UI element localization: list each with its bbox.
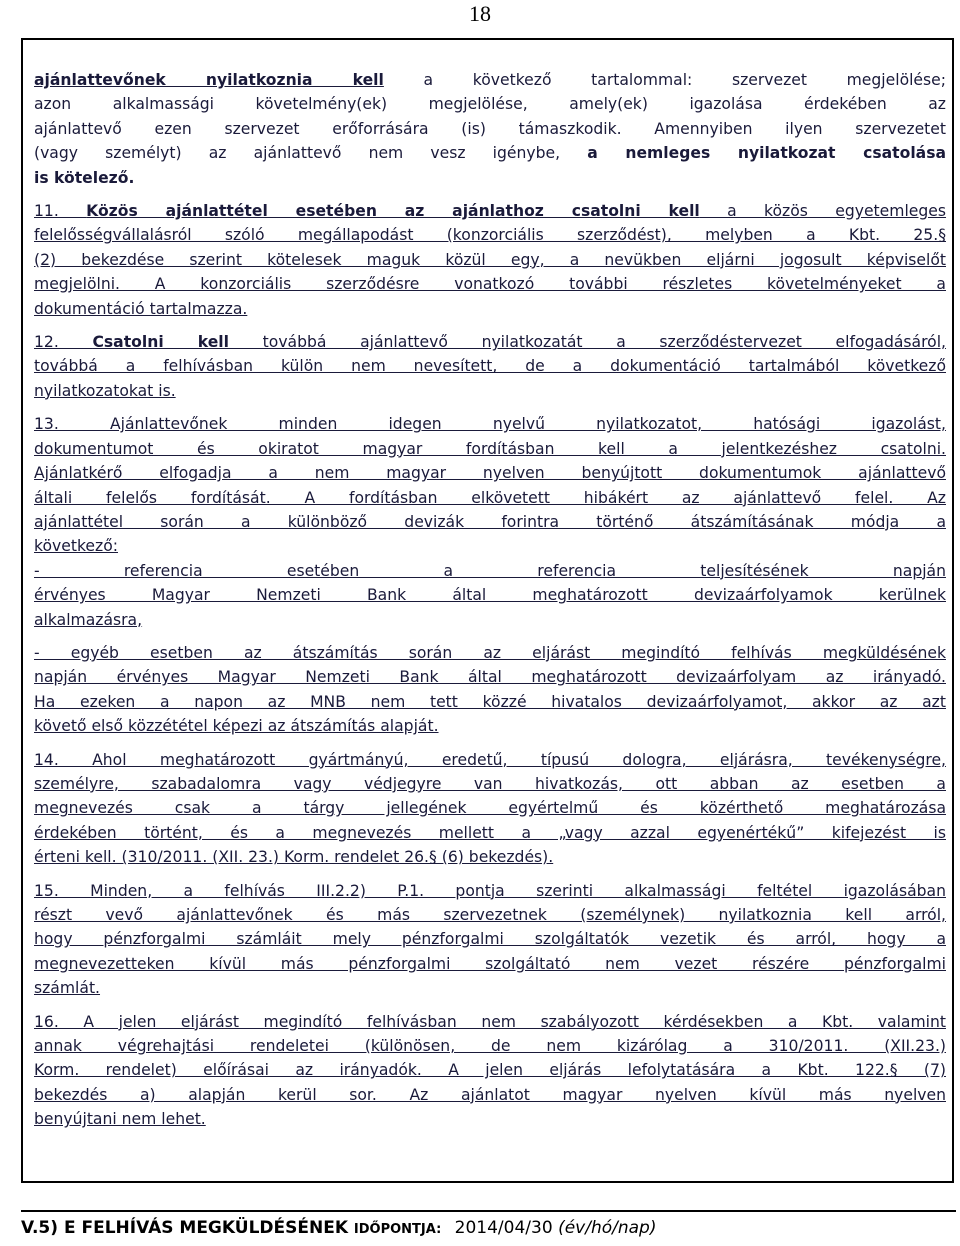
text-line: nyilatkozatokat is. <box>34 381 176 400</box>
text-line: 13. Ajánlattevőnek minden idegen nyelvű nyilatkozatot, hatósági igazolást, <box>34 415 946 434</box>
text-line: dokumentáció tartalmazza. <box>34 299 248 318</box>
text-line: részt vevő ajánlattevőnek és más szervezetnek (személynek) nyilatkoznia kell arról, <box>34 906 946 924</box>
text-span: a következő tartalommal: szervezet megjelölése; <box>383 71 947 89</box>
text-line: érvényes Magyar Nemzeti Bank által meghatározott devizaárfolyamok kerülnek <box>34 586 946 605</box>
text-line: 14. Ahol meghatározott gyártmányú, eredetű, típusú dologra, eljárásra, tevékenységre, <box>34 750 946 769</box>
bold-phrase: ajánlattevőnek nyilatkoznia kell <box>34 71 384 89</box>
item-number: 11. <box>34 202 87 221</box>
text-span: továbbá ajánlattevő nyilatkozatát a szerződéstervezet elfogadásáról, <box>229 333 946 352</box>
text-line: Korm. rendelet) előírásai az irányadók. A jelen eljárás lefolytatására a Kbt. 122.§ (7) <box>34 1061 946 1080</box>
text-line: következő: <box>34 537 118 556</box>
paragraph-16 <box>34 1010 946 1132</box>
text-line: érteni kell. (310/2011. (XII. 23.) Korm. rendelet 26.§ (6) bekezdés). <box>34 848 554 867</box>
page-number: 18 <box>469 1 491 26</box>
item-number: 12. <box>34 333 93 352</box>
text-line: dokumentumot és okiratot magyar fordításban kell a jelentkezéshez csatolni. <box>34 439 946 458</box>
paragraph-14 <box>34 748 946 870</box>
text-line: napján érvényes Magyar Nemzeti Bank által meghatározott devizaárfolyam az irányadó. <box>34 668 946 687</box>
text-span: (vagy személyt) az ajánlattevő nem vesz igénybe, <box>34 144 588 163</box>
text-line: annak végrehajtási rendeletei (különösen, de nem kizárólag a 310/2011. (XII.23.) <box>34 1037 946 1056</box>
text-line <box>34 68 946 92</box>
text-line: alkalmazásra, <box>34 610 143 629</box>
text-line: Ajánlatkérő elfogadja a nem magyar nyelven benyújtott dokumentumok ajánlattevő <box>34 464 946 483</box>
text-line: Ha ezeken a napon az MNB nem tett közzé hivatalos devizaárfolyamot, akkor az azt <box>34 692 946 711</box>
text-line: megjelölni. A konzorciális szerződésre vonatkozó további részletes követelményeket a <box>34 275 946 294</box>
document-body <box>34 68 946 1141</box>
text-line: számlát. <box>34 979 101 998</box>
text-line <box>34 330 946 354</box>
paragraph-13-other-case <box>34 641 946 739</box>
text-line: - egyéb esetben az átszámítás során az eljárást megindító felhívás megküldésének <box>34 643 946 662</box>
paragraph-10 <box>34 68 946 190</box>
bold-phrase: Csatolni kell <box>92 333 230 352</box>
text-line: továbbá a felhívásban külön nem nevesített, de a dokumentáció tartalmából következő <box>34 357 946 376</box>
dispatch-date: 2014/04/30 <box>454 1218 553 1238</box>
text-line: - referencia esetében a referencia teljesítésének napján <box>34 561 946 580</box>
section-label: V.5) E FELHÍVÁS MEGKÜLDÉSÉNEK <box>21 1218 354 1238</box>
paragraph-12 <box>34 330 946 403</box>
text-line: személyre, szabadalomra vagy védjegyre van hivatkozás, ott abban az esetben a <box>34 774 946 793</box>
text-line: benyújtani nem lehet. <box>34 1110 206 1129</box>
text-line: érdekében történt, és a megnevezés mellett a „vagy azzal egyenértékű” kifejezést is <box>34 823 946 842</box>
text-line: (2) bekezdése szerint kötelesek maguk közül egy, a nevükben eljárni jogosult képviselőt <box>34 250 946 269</box>
text-line: ajánlattevő ezen szervezet erőforrására (is) támaszkodik. Amennyiben ilyen szervezetet <box>34 119 946 138</box>
text-line: hogy pénzforgalmi számláit mely pénzforgalmi szolgáltatók vezetik és arról, hogy a <box>34 930 946 949</box>
text-line: 16. A jelen eljárást megindító felhívásban nem szabályozott kérdésekben a Kbt. valamint <box>34 1012 946 1031</box>
date-format-hint: (év/hó/nap) <box>558 1218 657 1238</box>
paragraph-11 <box>34 199 946 321</box>
text-line: is kötelező. <box>34 168 135 187</box>
bold-phrase: Közös ajánlattétel esetében az ajánlathoz csatolni kell <box>86 202 700 221</box>
paragraph-13 <box>34 412 946 632</box>
text-line: általi felelős fordítását. A fordításban elkövetett hibákért az ajánlattevő felel. Az <box>34 488 946 507</box>
text-line: megnevezetteken kívül más pénzforgalmi szolgáltató nem vezet részére pénzforgalmi <box>34 954 946 973</box>
text-line: követő első közzététel képezi az átszámítás alapját. <box>34 717 439 736</box>
text-line: 15. Minden, a felhívás III.2.2) P.1. pontja szerinti alkalmassági feltétel igazolásában <box>34 881 946 900</box>
text-line <box>34 141 946 165</box>
dispatch-date-section <box>21 1210 956 1244</box>
bold-phrase: a nemleges nyilatkozat csatolása <box>587 144 947 163</box>
text-line: felelősségvállalásról szóló megállapodást (konzorciális szerződést), melyben a Kbt. 25.§ <box>34 226 946 245</box>
text-line: azon alkalmassági követelmény(ek) megjelölése, amely(ek) igazolása érdekében az <box>34 95 946 114</box>
text-span: a közös egyetemleges <box>699 202 947 221</box>
text-line <box>34 199 946 223</box>
paragraph-15 <box>34 879 946 1001</box>
text-line: bekezdés a) alapján kerül sor. Az ajánlatot magyar nyelven kívül más nyelven <box>34 1085 946 1104</box>
text-line: ajánlattétel során a különböző devizák forintra történő átszámításának módja a <box>34 512 946 531</box>
section-label-suffix: IDŐPONTJA: <box>353 1222 442 1237</box>
text-line: megnevezés csak a tárgy jellegének egyértelmű és közérthető meghatározása <box>34 799 946 818</box>
